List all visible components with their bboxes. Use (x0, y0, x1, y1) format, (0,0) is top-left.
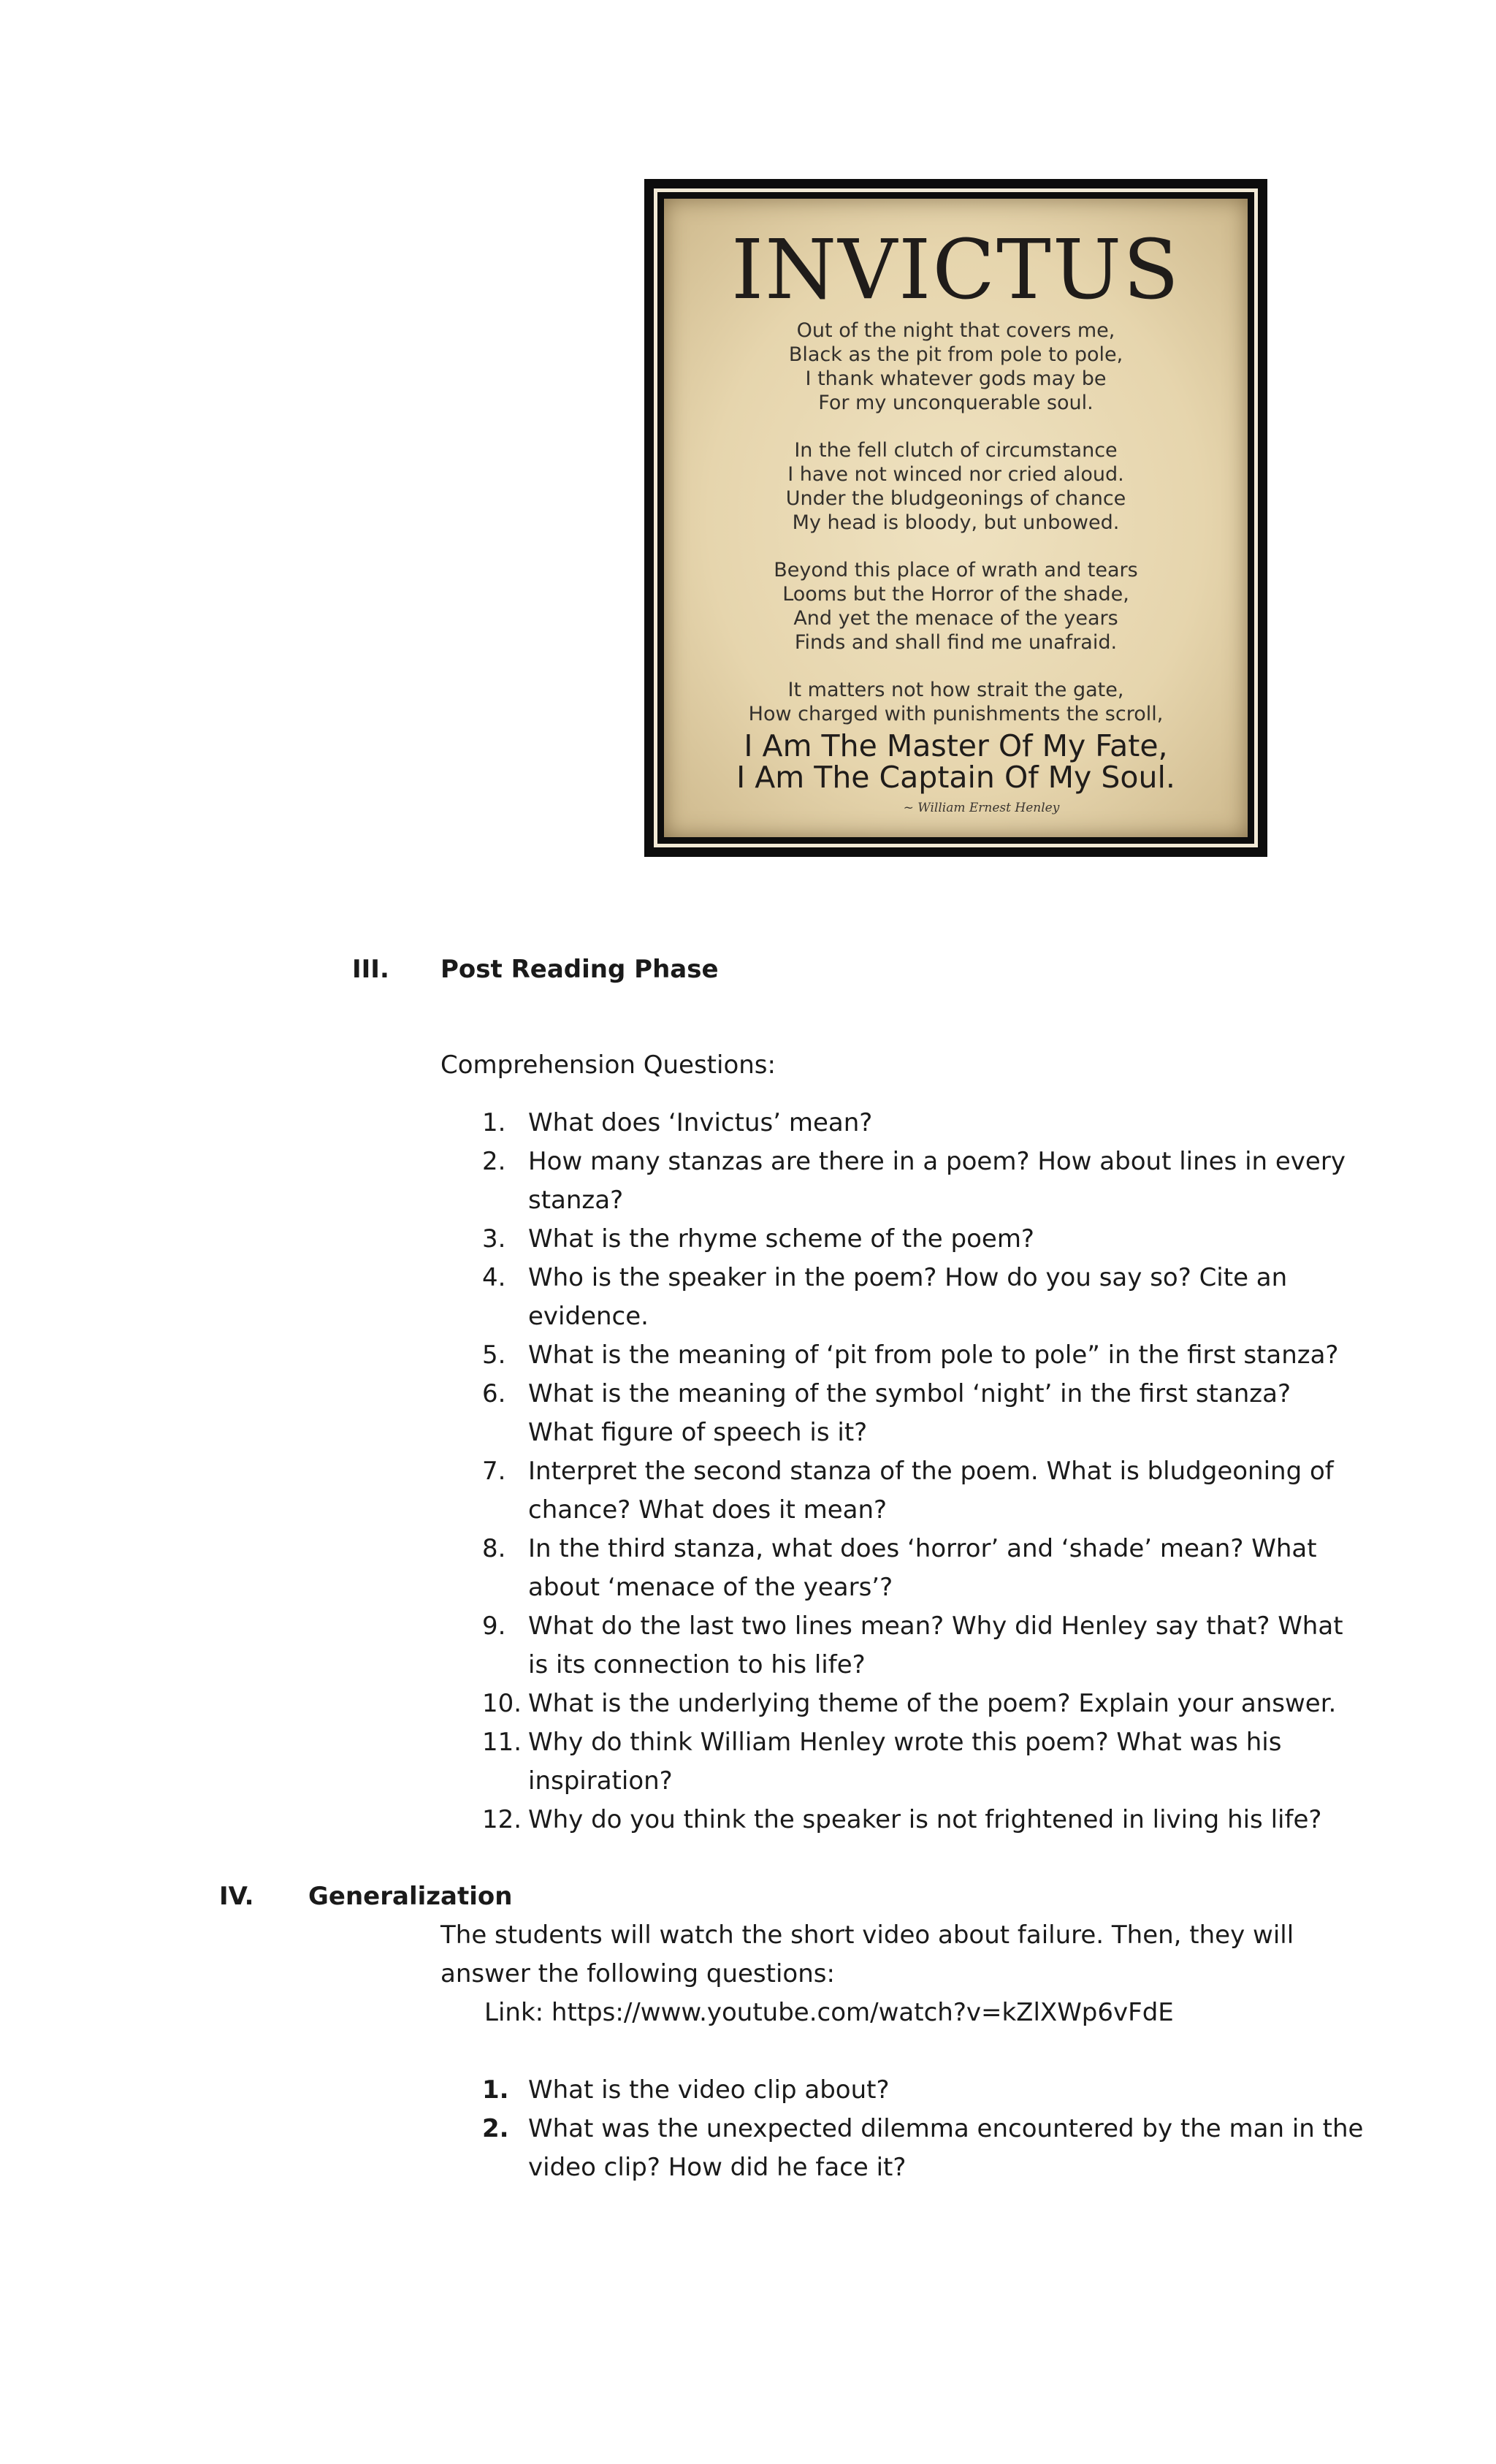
list-number: 12. (482, 1805, 522, 1834)
list-text: What does ‘Invictus’ mean? (528, 1108, 873, 1137)
list-number: 5. (482, 1340, 506, 1370)
video-link[interactable]: Link: https://www.youtube.com/watch?v=kZlXWp6vFdE (484, 1998, 1174, 2027)
poem-line: Beyond this place of wrath and tears (774, 559, 1138, 581)
poem-line: I thank whatever gods may be (805, 367, 1107, 390)
poem-title: INVICTUS (731, 223, 1180, 318)
poem-line: It matters not how strait the gate, (787, 679, 1124, 701)
list-number: 11. (482, 1728, 522, 1757)
section-4-heading: Generalization (308, 1882, 513, 1911)
poem-line: How charged with punishments the scroll, (748, 703, 1164, 725)
generalization-paragraph-line: The students will watch the short video about failure. Then, they will (440, 1921, 1294, 1950)
list-text: video clip? How did he face it? (528, 2153, 907, 2182)
list-number: 6. (482, 1379, 506, 1408)
list-text: What is the meaning of ‘pit from pole to pole” in the first stanza? (528, 1340, 1339, 1370)
list-number: 1. (482, 1108, 506, 1137)
comprehension-intro: Comprehension Questions: (440, 1050, 776, 1080)
list-number: 8. (482, 1534, 506, 1563)
list-text: What is the meaning of the symbol ‘night’ in the first stanza? (528, 1379, 1291, 1408)
poem-line: Under the bludgeonings of chance (785, 487, 1126, 510)
list-text: In the third stanza, what does ‘horror’ and ‘shade’ mean? What (528, 1534, 1317, 1563)
list-text: evidence. (528, 1302, 649, 1331)
list-text: What is the rhyme scheme of the poem? (528, 1224, 1034, 1254)
list-number: 4. (482, 1263, 506, 1292)
poem-line: I have not winced nor cried aloud. (787, 463, 1124, 486)
poem-paper (664, 199, 1248, 837)
poem-closing-line: I Am The Captain Of My Soul. (736, 760, 1175, 795)
poem-stanza-3 (664, 558, 1248, 655)
poem-line: And yet the menace of the years (793, 607, 1118, 630)
list-text: Interpret the second stanza of the poem. What is bludgeoning of (528, 1457, 1334, 1486)
section-4-numeral: IV. (219, 1882, 254, 1911)
list-text: stanza? (528, 1186, 624, 1215)
list-text: chance? What does it mean? (528, 1495, 888, 1525)
list-number: 1. (482, 2075, 509, 2105)
list-text: What was the unexpected dilemma encountered by the man in the (528, 2114, 1364, 2143)
list-number: 7. (482, 1457, 506, 1486)
list-number: 2. (482, 2114, 509, 2143)
list-number: 10. (482, 1689, 522, 1718)
poem-line: For my unconquerable soul. (818, 392, 1094, 414)
generalization-paragraph-line: answer the following questions: (440, 1959, 835, 1988)
list-text: Why do you think the speaker is not frightened in living his life? (528, 1805, 1322, 1834)
list-number: 2. (482, 1147, 506, 1176)
poem-stanza-1 (664, 319, 1248, 415)
list-text: inspiration? (528, 1766, 673, 1796)
list-text: Why do think William Henley wrote this poem? What was his (528, 1728, 1282, 1757)
poem-closing-line: I Am The Master Of My Fate, (744, 728, 1168, 763)
poem-line: Out of the night that covers me, (796, 319, 1115, 342)
poem-line: My head is bloody, but unbowed. (792, 511, 1120, 534)
section-3-numeral: III. (352, 955, 389, 984)
poem-mat (654, 188, 1258, 847)
list-text: What do the last two lines mean? Why did Henley say that? What (528, 1611, 1343, 1641)
list-text: about ‘menace of the years’? (528, 1573, 893, 1602)
poem-stanza-2 (664, 438, 1248, 535)
poem-line: Finds and shall find me unafraid. (794, 631, 1118, 654)
list-text: How many stanzas are there in a poem? How about lines in every (528, 1147, 1346, 1176)
list-text: What is the video clip about? (528, 2075, 890, 2105)
poem-stanza-4 (664, 678, 1248, 726)
poem-line: Black as the pit from pole to pole, (788, 343, 1123, 366)
list-text: is its connection to his life? (528, 1650, 866, 1679)
poem-author: ~ William Ernest Henley (903, 801, 1060, 815)
list-number: 9. (482, 1611, 506, 1641)
section-3-heading: Post Reading Phase (440, 955, 719, 984)
poem-line: In the fell clutch of circumstance (794, 439, 1118, 462)
list-text: What figure of speech is it? (528, 1418, 868, 1447)
poem-image (644, 179, 1267, 857)
poem-line: Looms but the Horror of the shade, (782, 583, 1129, 606)
list-number: 3. (482, 1224, 506, 1254)
list-text: Who is the speaker in the poem? How do you say so? Cite an (528, 1263, 1288, 1292)
list-text: What is the underlying theme of the poem? Explain your answer. (528, 1689, 1337, 1718)
